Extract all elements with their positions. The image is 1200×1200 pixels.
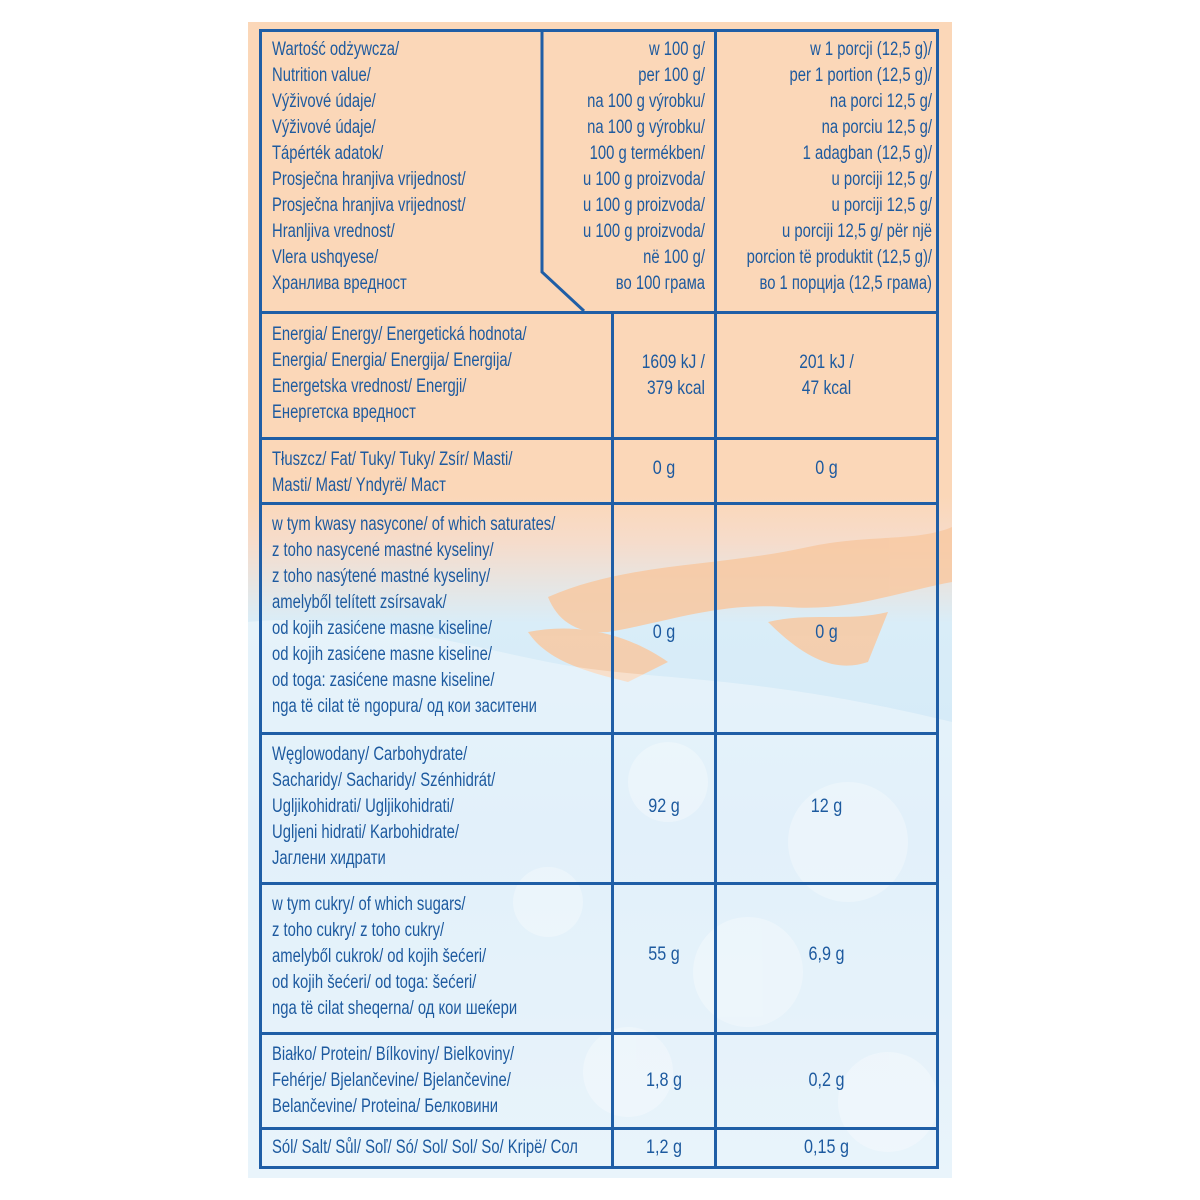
header-per100-line: në 100 g/ <box>643 247 705 268</box>
header-per100-line: во 100 грама <box>615 273 705 294</box>
row-value-line: 379 kcal <box>646 378 705 399</box>
saturates-per100-cell: 0 g <box>652 622 676 643</box>
header-per100-line: per 100 g/ <box>638 65 705 86</box>
header-portion-line: per 1 portion (12,5 g)/ <box>789 65 932 86</box>
header-label-line: Hranljiva vrednost/ <box>272 221 395 242</box>
row-label-line: w tym cukry/ of which sugars/ <box>272 894 466 915</box>
row-label-line: od kojih šećeri/ od toga: šećeri/ <box>272 972 477 993</box>
row-label-line: Węglowodany/ Carbohydrate/ <box>272 744 468 765</box>
row-value-line: 47 kcal <box>801 378 852 399</box>
header-per100-line: na 100 g výrobku/ <box>587 91 705 112</box>
header-per100-line: u 100 g proizvoda/ <box>583 195 705 216</box>
header-portion-line: u porciji 12,5 g/ <box>831 169 932 190</box>
column-divider <box>611 311 614 1166</box>
header-portion-line: во 1 порција (12,5 грама) <box>759 273 932 294</box>
table-row-divider <box>262 437 936 440</box>
row-value-line: 1609 kJ / <box>641 352 705 373</box>
row-label-line: Masti/ Mast/ Yndyrë/ Маст <box>272 475 446 496</box>
header-portion-cell <box>706 37 932 297</box>
table-row-divider <box>262 732 936 735</box>
carbohydrate-portion-cell: 12 g <box>810 796 843 817</box>
column-divider <box>714 311 717 1166</box>
row-label-line: amelyből cukrok/ od kojih šećeri/ <box>272 946 487 967</box>
table-row-divider <box>262 1127 936 1130</box>
row-label-line: w tym kwasy nasycone/ of which saturates/ <box>272 514 556 535</box>
table-row-divider <box>262 502 936 505</box>
energy-label-cell <box>272 322 527 426</box>
header-label-line: Tápérték adatok/ <box>272 143 384 164</box>
header-per100-line: 100 g termékben/ <box>589 143 705 164</box>
row-label-line: z toho cukry/ z toho cukry/ <box>272 920 445 941</box>
saturates-label-cell <box>272 512 555 720</box>
header-portion-line: porcion të produktit (12,5 g)/ <box>746 247 932 268</box>
row-label-line: od toga: zasićene masne kiseline/ <box>272 670 495 691</box>
salt-portion-cell: 0,15 g <box>804 1137 849 1158</box>
nutrition-table <box>259 29 939 1169</box>
row-label-line: Ugljeni hidrati/ Karbohidrate/ <box>272 822 460 843</box>
header-portion-line: u porciji 12,5 g/ <box>831 195 932 216</box>
fat-per100-cell: 0 g <box>652 458 676 479</box>
header-label-line: Výživové údaje/ <box>272 91 376 112</box>
header-label-line: Prosječna hranjiva vrijednost/ <box>272 169 466 190</box>
row-label-line: Sól/ Salt/ Sůl/ Soľ/ Só/ Sol/ Sol/ So/ Kripë/ Сол <box>272 1137 578 1158</box>
header-portion-line: u porciji 12,5 g/ për një <box>782 221 932 242</box>
table-row-divider <box>262 882 936 885</box>
row-label-line: Sacharidy/ Sacharidy/ Szénhidrát/ <box>272 770 496 791</box>
header-label-cell <box>272 37 466 297</box>
row-label-line: nga të cilat të ngopura/ од кои заситени <box>272 696 537 717</box>
row-label-line: od kojih zasićene masne kiseline/ <box>272 618 492 639</box>
protein-label-cell <box>272 1042 514 1120</box>
header-per100-line: u 100 g proizvoda/ <box>583 169 705 190</box>
fat-portion-cell: 0 g <box>815 458 838 479</box>
row-label-line: amelyből telített zsírsavak/ <box>272 592 447 613</box>
row-label-line: Fehérje/ Bjelančevine/ Bjelančevine/ <box>272 1070 511 1091</box>
sugars-label-cell <box>272 892 517 1022</box>
row-label-line: nga të cilat sheqerna/ од кои шеќери <box>272 998 518 1019</box>
header-per100-line: u 100 g proizvoda/ <box>583 221 705 242</box>
header-portion-line: na porci 12,5 g/ <box>829 91 932 112</box>
table-row-divider <box>262 1032 936 1035</box>
row-label-line: Tłuszcz/ Fat/ Tuky/ Tuky/ Zsír/ Masti/ <box>272 449 513 470</box>
row-label-line: z toho nasýtené mastné kyseliny/ <box>272 566 491 587</box>
header-label-line: Výživové údaje/ <box>272 117 376 138</box>
header-label-line: Vlera ushqyese/ <box>272 247 379 268</box>
fat-label-cell <box>272 447 512 499</box>
carbohydrate-per100-cell: 92 g <box>648 796 680 817</box>
row-label-line: z toho nasycené mastné kyseliny/ <box>272 540 494 561</box>
row-label-line: Energia/ Energia/ Energija/ Energija/ <box>272 350 512 371</box>
row-label-line: Јаглени хидрати <box>272 848 386 869</box>
header-portion-line: na porciu 12,5 g/ <box>821 117 932 138</box>
salt-per100-cell: 1,2 g <box>646 1137 682 1158</box>
row-label-line: Енергетска вредност <box>272 402 416 423</box>
energy-per100-cell <box>547 350 705 402</box>
header-portion-line: w 1 porcji (12,5 g)/ <box>810 39 932 60</box>
sugars-portion-cell: 6,9 g <box>808 944 845 965</box>
row-label-line: Belančevine/ Proteina/ Белковини <box>272 1096 499 1117</box>
protein-per100-cell: 1,8 g <box>646 1070 682 1091</box>
header-label-line: Хранлива вредност <box>272 273 407 294</box>
energy-portion-cell <box>737 350 917 402</box>
row-value-line: 201 kJ / <box>799 352 854 373</box>
header-per100-cell <box>554 37 705 297</box>
header-per100-line: w 100 g/ <box>648 39 705 60</box>
sugars-per100-cell: 55 g <box>648 944 680 965</box>
row-label-line: Energetska vrednost/ Energji/ <box>272 376 467 397</box>
header-label-line: Wartość odżywcza/ <box>272 39 400 60</box>
row-label-line: Ugljikohidrati/ Ugljikohidrati/ <box>272 796 455 817</box>
row-label-line: Białko/ Protein/ Bílkoviny/ Bielkoviny/ <box>272 1044 515 1065</box>
header-label-line: Nutrition value/ <box>272 65 371 86</box>
carbohydrate-label-cell <box>272 742 495 872</box>
header-per100-line: na 100 g výrobku/ <box>587 117 705 138</box>
salt-label-cell <box>272 1135 578 1161</box>
header-portion-line: 1 adagban (12,5 g)/ <box>802 143 932 164</box>
header-label-line: Prosječna hranjiva vrijednost/ <box>272 195 466 216</box>
protein-portion-cell: 0,2 g <box>808 1070 845 1091</box>
row-label-line: Energia/ Energy/ Energetická hodnota/ <box>272 324 527 345</box>
saturates-portion-cell: 0 g <box>815 622 838 643</box>
row-label-line: od kojih zasićene masne kiseline/ <box>272 644 492 665</box>
